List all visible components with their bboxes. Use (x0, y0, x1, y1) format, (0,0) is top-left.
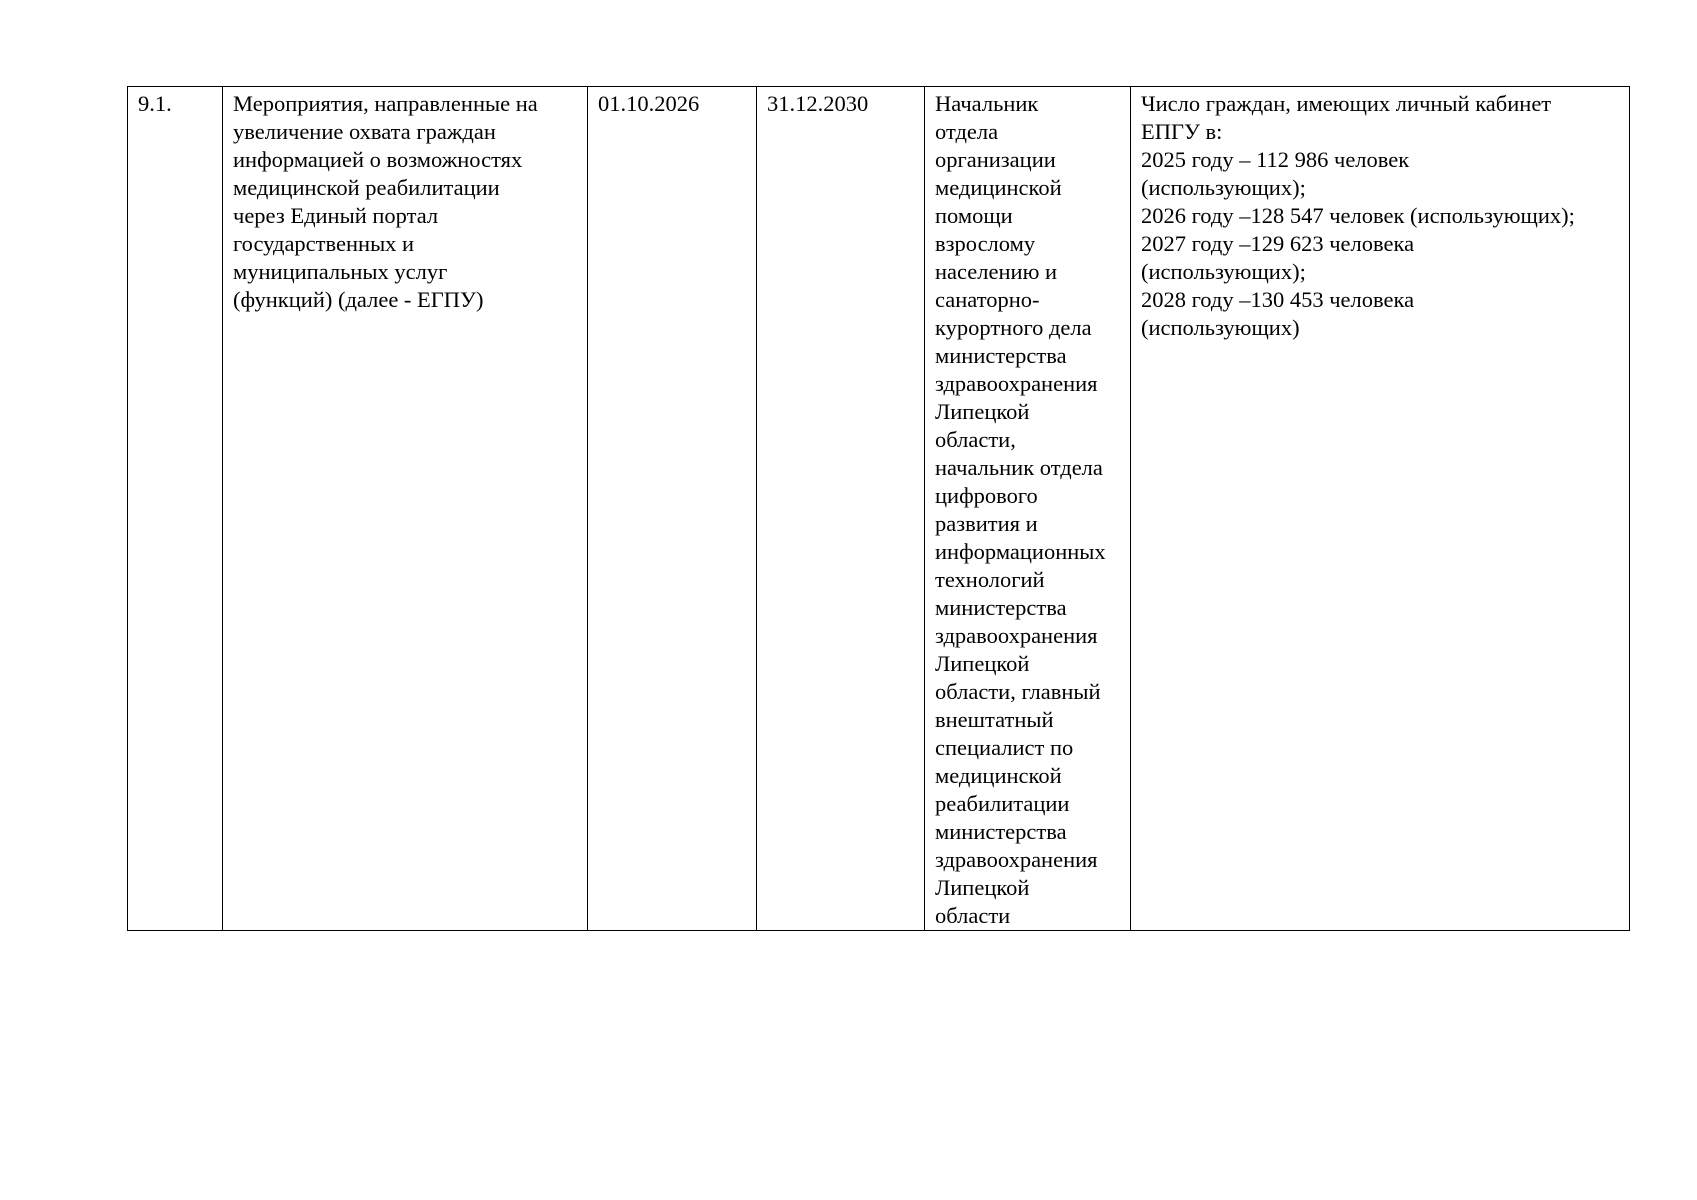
responsible-text-line: медицинской (935, 175, 1062, 200)
result-text-line: (использующих); (1141, 175, 1306, 200)
end-date: 31.12.2030 (767, 91, 869, 116)
event-text-line: через Единый портал (233, 203, 439, 228)
responsible-text-line: области, главный (935, 679, 1101, 704)
responsible-text-line: организации (935, 147, 1056, 172)
event-text-line: государственных и (233, 231, 415, 256)
responsible-text-line: цифрового (935, 483, 1038, 508)
event-description (233, 90, 577, 314)
responsible-text-line: начальник отдела (935, 455, 1103, 480)
responsible-text-line: министерства (935, 343, 1067, 368)
responsible-text-line: населению и (935, 259, 1058, 284)
responsible-cell (925, 87, 1131, 931)
result-cell (1131, 87, 1630, 931)
responsible-text-line: здравоохранения (935, 623, 1098, 648)
responsible-text-line: Липецкой (935, 875, 1030, 900)
start-date: 01.10.2026 (598, 91, 700, 116)
responsible-text-line: помощи (935, 203, 1013, 228)
event-text-line: увеличение охвата граждан (233, 119, 496, 144)
event-cell (223, 87, 588, 931)
result-text-line: Число граждан, имеющих личный кабинет (1141, 91, 1552, 116)
responsible-text-line: здравоохранения (935, 371, 1098, 396)
event-text-line: Мероприятия, направленные на (233, 91, 538, 116)
responsible-text-line: области, (935, 427, 1016, 452)
responsible-text-line: взрослому (935, 231, 1036, 256)
measures-table (127, 86, 1630, 931)
start-date-cell (588, 87, 757, 931)
responsible-text-line: реабилитации (935, 791, 1070, 816)
row-number: 9.1. (138, 91, 172, 116)
responsible-text-line: Липецкой (935, 399, 1030, 424)
responsible-text-line: информационных (935, 539, 1106, 564)
expected-results (1141, 90, 1619, 342)
result-text-line: 2026 году –128 547 человек (использующих); (1141, 203, 1575, 228)
responsible-text-line: санаторно- (935, 287, 1040, 312)
event-text-line: (функций) (далее - ЕГПУ) (233, 287, 484, 312)
responsible-text-line: курортного дела (935, 315, 1092, 340)
end-date-cell (757, 87, 925, 931)
responsible-text-line: Липецкой (935, 651, 1030, 676)
result-text-line: 2028 году –130 453 человека (1141, 287, 1415, 312)
responsible-persons (935, 90, 1120, 930)
responsible-text-line: технологий (935, 567, 1045, 592)
result-text-line: (использующих); (1141, 259, 1306, 284)
responsible-text-line: специалист по (935, 735, 1074, 760)
responsible-text-line: развития и (935, 511, 1038, 536)
event-text-line: муниципальных услуг (233, 259, 448, 284)
responsible-text-line: Начальник (935, 91, 1039, 116)
event-text-line: информацией о возможностях (233, 147, 523, 172)
table-row (128, 87, 1630, 931)
result-text-line: 2025 году – 112 986 человек (1141, 147, 1410, 172)
responsible-text-line: медицинской (935, 763, 1062, 788)
responsible-text-line: внештатный (935, 707, 1054, 732)
responsible-text-line: здравоохранения (935, 847, 1098, 872)
responsible-text-line: отдела (935, 119, 999, 144)
event-text-line: медицинской реабилитации (233, 175, 500, 200)
row-number-cell (128, 87, 223, 931)
result-text-line: (использующих) (1141, 315, 1300, 340)
result-text-line: 2027 году –129 623 человека (1141, 231, 1415, 256)
responsible-text-line: области (935, 903, 1011, 928)
result-text-line: ЕПГУ в: (1141, 119, 1223, 144)
responsible-text-line: министерства (935, 595, 1067, 620)
responsible-text-line: министерства (935, 819, 1067, 844)
